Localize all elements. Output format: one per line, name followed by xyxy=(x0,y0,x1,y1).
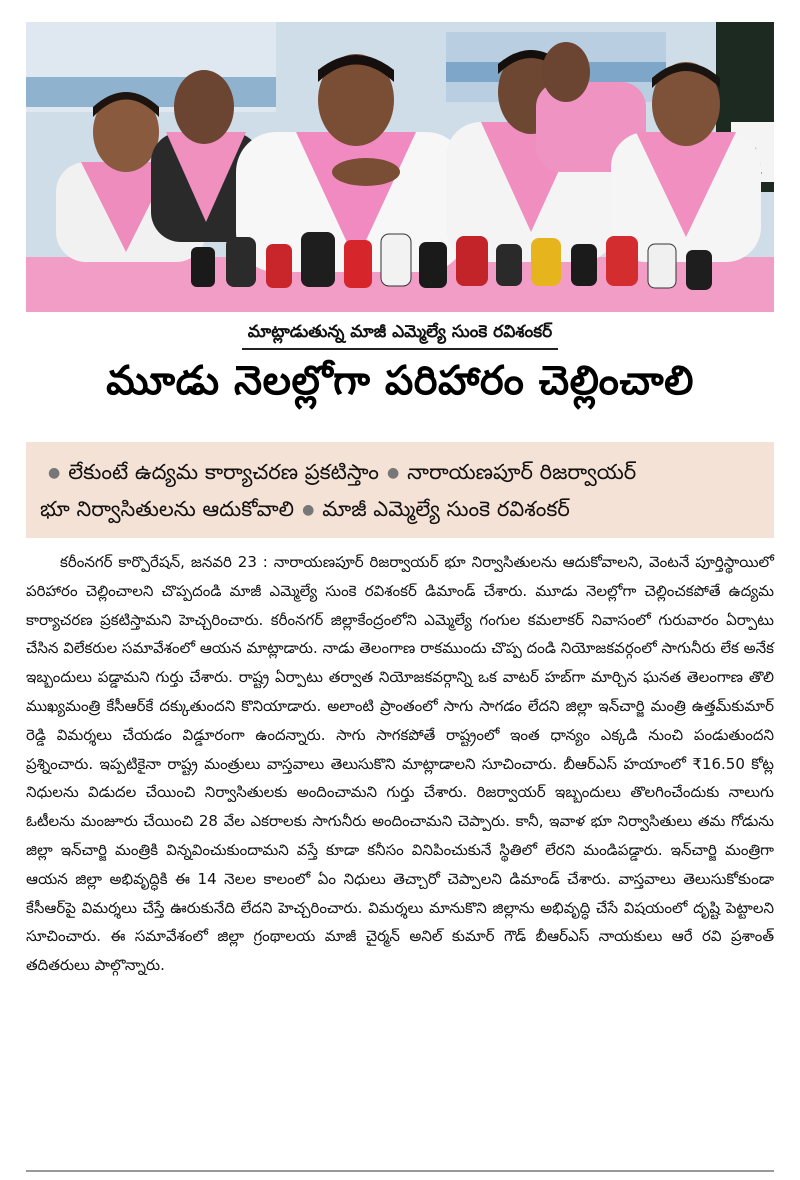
bottom-divider xyxy=(26,1170,774,1172)
bullet-icon: ● xyxy=(48,465,61,481)
press-meet-photo xyxy=(26,22,774,312)
subhead-point-2: నారాయణపూర్ రిజర్వాయర్ xyxy=(407,460,637,484)
subhead-line-2 xyxy=(40,491,758,528)
bullet-icon: ● xyxy=(386,465,400,481)
photo-caption xyxy=(0,322,800,350)
article-body xyxy=(26,548,774,980)
subhead-box xyxy=(26,442,774,538)
subhead-point-1: లేకుంటే ఉద్యమ కార్యాచరణ ప్రకటిస్తాం xyxy=(68,460,379,484)
headline: మూడు నెలల్లోగా పరిహారం చెల్లించాలి xyxy=(106,358,694,404)
subhead-point-2-cont: భూ నిర్వాసితులను ఆదుకోవాలి xyxy=(40,497,295,521)
subhead-point-3: మాజీ ఎమ్మెల్యే సుంకె రవిశంకర్ xyxy=(322,497,570,521)
article-paragraph: కరీంనగర్ కార్పొరేషన్, జనవరి 23 : నారాయణపూర్ రిజర్వాయర్ భూ నిర్వాసితులను ఆదుకోవాలని, వెంటనే పూర్తిస్థాయిలో పరిహారం చెల్లించాలని చొప్పదండి మాజీ ఎమ్మెల్యే సుంకె రవిశంకర్ డిమాండ్ చేశారు. మూడు నెలల్లోగా చెల్లించకపోతే ఉద్యమ కార్యాచరణ ప్రకటిస్తామని హెచ్చరించారు. కరీంనగర్ జిల్లాకేంద్రంలోని ఎమ్మెల్యే గంగుల కమలాకర్ నివాసంలో గురువారం ఏర్పాటు చేసిన విలేకరుల సమావేశంలో ఆయన మాట్లాడారు. నాడు తెలంగాణ రాకముందు చొప్ప దండి నియోజకవర్గంలో సాగునీరు లేక అనేక ఇబ్బందులు పడ్డామని గుర్తు చేశారు. రాష్ట్ర ఏర్పాటు తర్వాత నియోజకవర్గాన్ని ఒక వాటర్ హబ్‌గా మార్చిన ఘనత తెలంగాణ తొలి ముఖ్యమంత్రి కేసీఆర్‌కే దక్కుతుందని కొనియాడారు. అలాంటి ప్రాంతంలో సాగు సాగడం లేదని జిల్లా ఇన్‌చార్జి మంత్రి ఉత్తమ్‌కుమార్ రెడ్డి విమర్శలు చేయడం విడ్డూరంగా ఉందన్నారు. సాగు సాగకపోతే రాష్ట్రంలో ఇంత ధాన్యం ఎక్కడి నుంచి పండుతుందని ప్రశ్నించారు. ఇప్పటికైనా రాష్ట్ర మంత్రులు వాస్తవాలు తెలుసుకొని మాట్లాడాలని సూచించారు. బీఆర్ఎస్ హయాంలో ₹16.50 కోట్ల నిధులను విడుదల చేయించి నిర్వాసితులకు అందించామని గుర్తు చేశారు. రిజర్వాయర్ ఇబ్బందులు తొలగించేందుకు నాలుగు ఓటీలను మంజూరు చేయించి 28 వేల ఎకరాలకు సాగునీరు అందించామని చెప్పారు. కానీ, ఇవాళ భూ నిర్వాసితులు తమ గోడును జిల్లా ఇన్‌చార్జి మంత్రికి విన్నవించుకుందామని వస్తే కూడా కనీసం వినిపించుకునే స్థితిలో లేరని మండిపడ్డారు. ఇన్‌చార్జి మంత్రిగా ఆయన జిల్లా అభివృద్ధికి ఈ 14 నెలల కాలంలో ఏం నిధులు తెచ్చారో చెప్పాలని డిమాండ్ చేశారు. వాస్తవాలు తెలుసుకోకుండా కేసీఆర్‌పై విమర్శలు చేస్తే ఊరుకునేది లేదని హెచ్చరించారు. విమర్శలు మానుకొని జిల్లాను అభివృద్ధి చేసే విషయంలో దృష్టి పెట్టాలని సూచించారు. ఈ సమావేశంలో జిల్లా గ్రంథాలయ మాజీ చైర్మన్ అనిల్ కుమార్ గౌడ్ బీఆర్ఎస్ నాయకులు ఆరే రవి ప్రశాంత్ తదితరులు పాల్గొన్నారు. xyxy=(26,553,774,975)
subhead-line-1 xyxy=(40,454,758,491)
bullet-icon: ● xyxy=(302,502,315,518)
caption-text: మాట్లాడుతున్న మాజీ ఎమ్మెల్యే సుంకె రవిశంకర్ xyxy=(242,322,558,350)
